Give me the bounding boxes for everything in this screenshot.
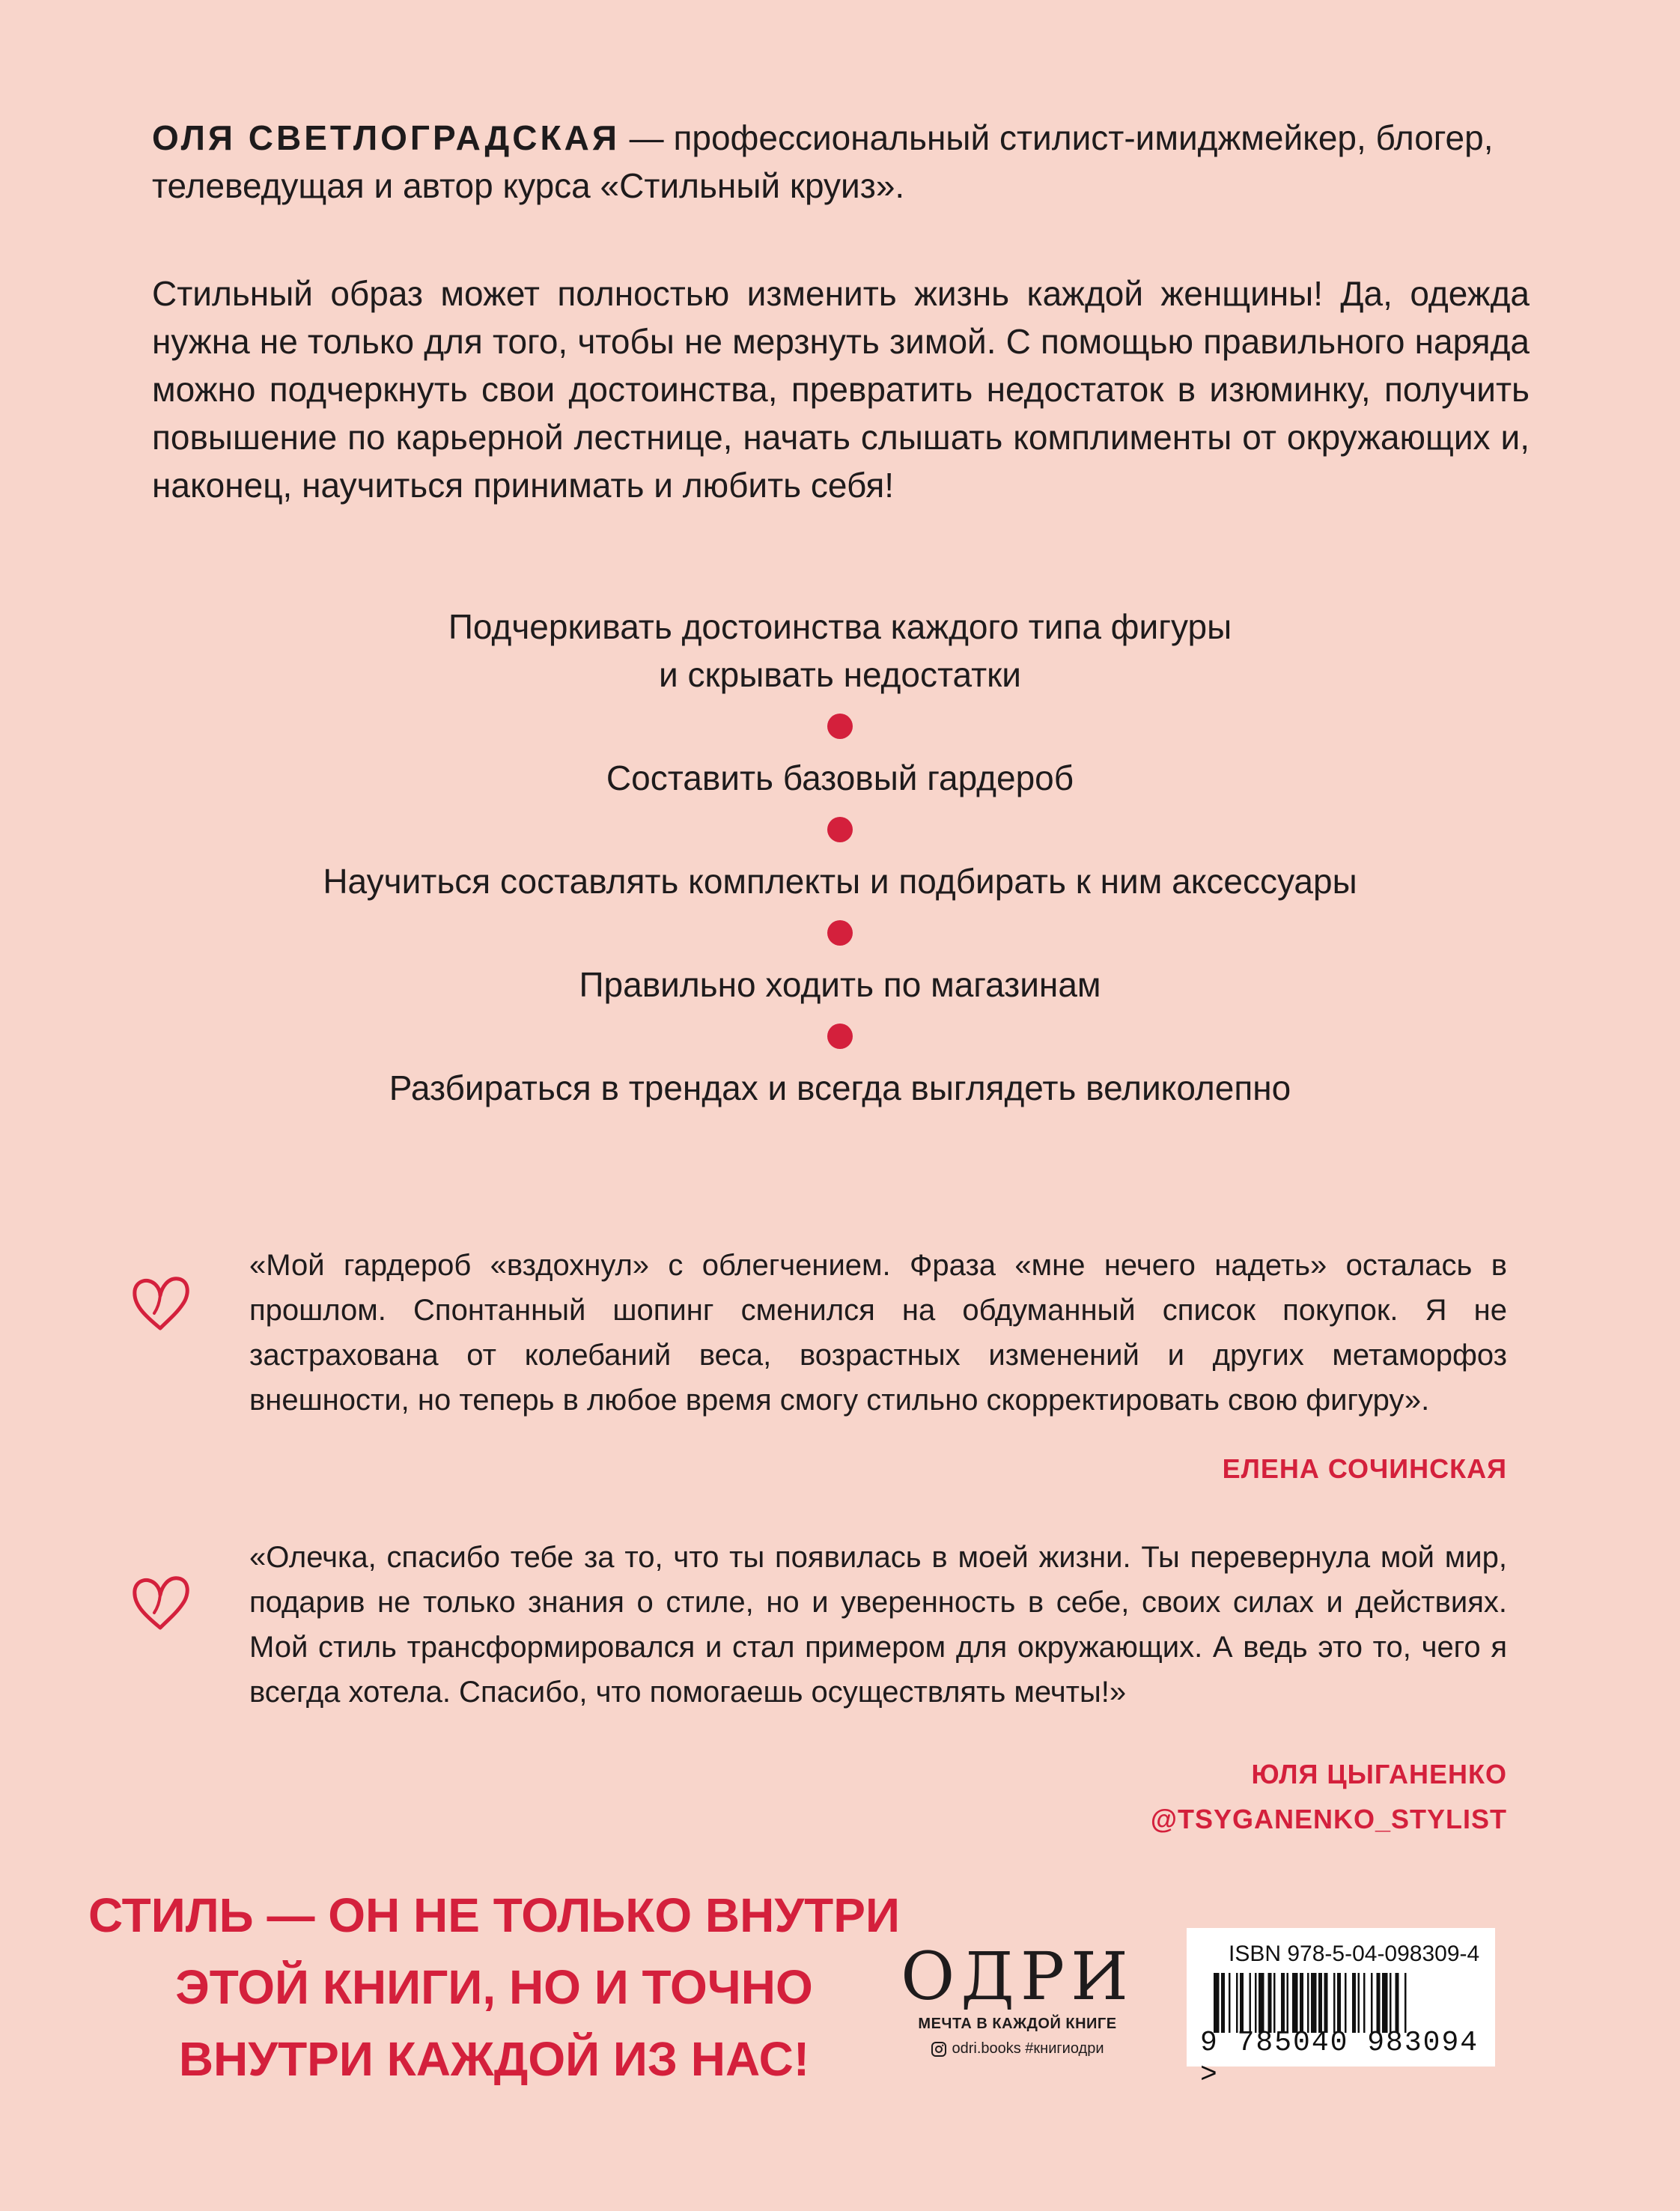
testimonial-author: ЮЛЯ ЦЫГАНЕНКО [1251,1759,1507,1789]
barcode-bar [1255,1973,1257,2033]
barcode-bar [1221,1973,1225,2033]
barcode [1214,1973,1468,2033]
testimonial-text: «Олечка, спасибо тебе за то, что ты появилась в моей жизни. Ты перевернула мой мир, подарив не только знания о стиле, но и уверенность в себе, своих силах и действиях. Мой стиль трансформировался и стал примером для окружающих. А ведь это то, чего я всегда хотела. Спасибо, что помогаешь осуществлять мечты!» [249,1541,1507,1709]
barcode-bar [1382,1973,1388,2033]
barcode-bar [1281,1973,1285,2033]
skill-item: Подчеркивать достоинства каждого типа фигуры и скрывать недостатки [448,607,1232,694]
bullet-dot [827,817,853,842]
barcode-bar [1273,1973,1276,2033]
barcode-bar [1287,1973,1289,2033]
barcode-bar [1352,1973,1356,2033]
barcode-bar [1236,1973,1238,2033]
testimonial-text: «Мой гардероб «вздохнул» с облегчением. Фраза «мне нечего надеть» осталась в прошлом. Спонтанный шопинг сменился на обдуманный список покупок. Я не застрахована от колебаний веса, возрастных изменений и других метаморфоз внешности, но теперь в любое время смогу стильно скорректировать свою фигуру». [249,1249,1507,1417]
testimonial-handle: @TSYGANENKO_STYLIST [1150,1804,1507,1834]
heart-icon [129,1572,192,1632]
bullet-dot [827,714,853,739]
barcode-bar [1358,1973,1360,2033]
skill-item: Правильно ходить по магазинам [579,965,1101,1004]
publisher-social: odri.books #книгиодри [897,2040,1138,2058]
barcode-bar [1292,1973,1298,2033]
barcode-bar [1240,1973,1244,2033]
isbn-label: ISBN 978-5-04-098309-4 [1229,1941,1480,1966]
barcode-bar [1250,1973,1252,2033]
barcode-bar [1318,1973,1322,2033]
publisher-tagline: МЕЧТА В КАЖДОЙ КНИГЕ [918,2016,1117,2032]
barcode-bar [1324,1973,1328,2033]
barcode-bar [1363,1973,1366,2033]
barcode-bar [1404,1973,1407,2033]
barcode-bar [1259,1973,1264,2033]
barcode-bar [1307,1973,1309,2033]
barcode-bar [1214,1973,1220,2033]
isbn-digits: 9 785040 983094 > [1200,2027,1479,2091]
instagram-icon [931,2041,947,2058]
barcode-bar [1311,1973,1317,2033]
author-description: — профессиональный стилист-имиджмейкер, блогер, телеведущая и автор курса «Стильный круиз». [152,118,1494,205]
bullet-dot [827,920,853,946]
author-name: ОЛЯ СВЕТЛОГРАДСКАЯ [152,118,620,157]
publisher-logo [897,1938,1138,2058]
skill-item: Составить базовый гардероб [606,758,1074,797]
author-intro [152,114,1530,210]
skills-list [150,603,1530,1112]
barcode-bar [1300,1973,1303,2033]
testimonial-author: ЕЛЕНА СОЧИНСКАЯ [1222,1453,1507,1484]
publisher-name: ОДРИ [901,1938,1134,2015]
barcode-bar [1229,1973,1231,2033]
barcode-bar [1333,1973,1336,2033]
slogan: СТИЛЬ — ОН НЕ ТОЛЬКО ВНУТРИ ЭТОЙ КНИГИ, НО И ТОЧНО ВНУТРИ КАЖДОЙ ИЗ НАС! [88,1888,900,2086]
barcode-bar [1396,1973,1399,2033]
skill-item: Научиться составлять комплекты и подбирать к ним аксессуары [323,862,1357,901]
skill-item: Разбираться в трендах и всегда выглядеть великолепно [389,1068,1291,1107]
isbn-barcode-box [1187,1928,1495,2091]
barcode-bar [1345,1973,1347,2033]
barcode-bar [1268,1973,1272,2033]
barcode-bar [1371,1973,1373,2033]
bullet-dot [827,1024,853,1049]
barcode-bar [1377,1973,1381,2033]
heart-icon [129,1273,192,1333]
barcode-bar [1390,1973,1392,2033]
barcode-bar [1337,1973,1341,2033]
description-paragraph: Стильный образ может полностью изменить жизнь каждой женщины! Да, одежда нужна не только для того, чтобы не мерзнуть зимой. С помощью правильного наряда можно подчеркнуть свои достоинства, превратить недостаток в изюминку, получить повышение по карьерной лестнице, начать слышать комплименты от окружающих и, наконец, научиться принимать и любить себя! [152,274,1530,505]
